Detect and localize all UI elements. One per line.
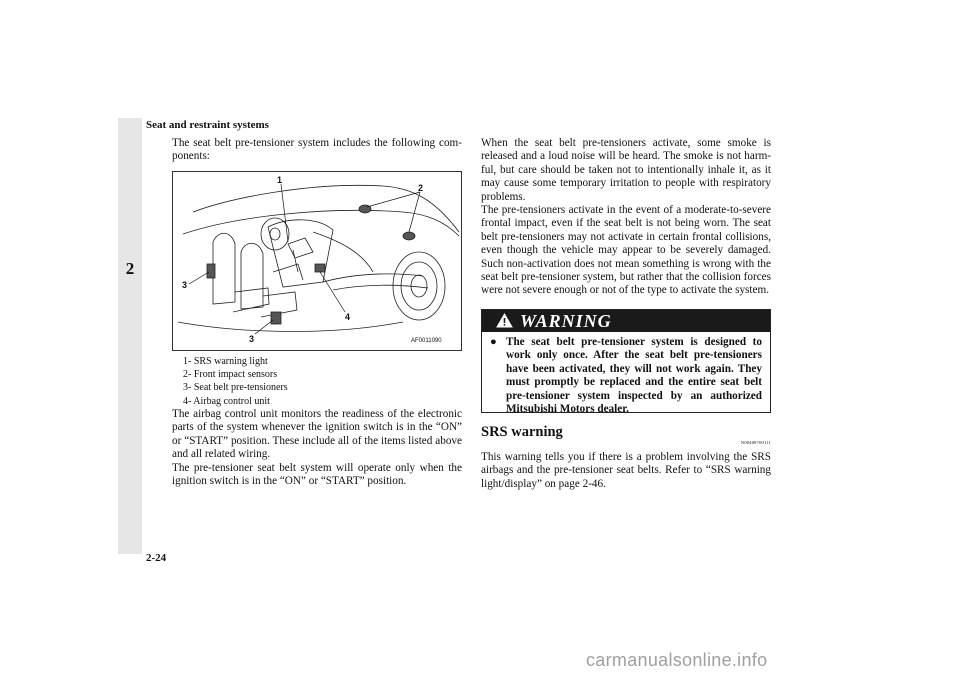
vehicle-outline-illustration bbox=[178, 185, 459, 331]
bullet-icon: ● bbox=[490, 336, 497, 348]
callout-3-left: 3 bbox=[182, 280, 188, 290]
srs-section-code: N00408700111 bbox=[740, 440, 771, 445]
callout-1: 1 bbox=[277, 175, 283, 185]
callout-3-bottom: 3 bbox=[249, 334, 255, 344]
srs-warning-paragraph: This warning tells you if there is a problem involving the SRS airbags and the pre-tensioner seat belts. Refer to “SRS warning light/display” on page 2-46. bbox=[481, 451, 771, 490]
srs-warning-heading: SRS warning bbox=[481, 424, 563, 440]
chapter-tab bbox=[118, 118, 142, 554]
readiness-paragraph: The airbag control unit monitors the readiness of the electronic parts of the system whenever the ignition switch is in the “ON” or “START” position. These include all of the items listed above and all related wiring. bbox=[172, 408, 462, 461]
component-markers bbox=[207, 205, 415, 324]
right-body-text bbox=[481, 137, 771, 298]
legend-item: 2- Front impact sensors bbox=[183, 369, 278, 381]
activation-paragraph: The pre-tensioners activate in the event of a moderate-to-severe frontal impact, even if the seat belt is not being worn. The seat belt pre-tensioners may not activate in certain frontal collisions, even though the vehicle may appear to be severely damaged. Such non-activation does not mean something is wrong with the seat belt pre-tensioner system, but rather that the collision forces were not severe enough or not of the type to activate the system. bbox=[481, 204, 771, 297]
section-title: Seat and restraint systems bbox=[146, 119, 269, 131]
left-body-text bbox=[172, 408, 462, 488]
legend-item: 1- SRS warning light bbox=[183, 356, 268, 367]
intro-paragraph: The seat belt pre-tensioner system includes the following com-ponents: bbox=[172, 137, 462, 163]
smoke-paragraph: When the seat belt pre-tensioners activate, some smoke is released and a loud noise will be heard. The smoke is not harm-ful, but care should be taken not to intentionally inhale it, as it may cause some temporary irritation to people with respiratory problems. bbox=[481, 137, 771, 203]
warning-body bbox=[490, 336, 762, 416]
legend-item: 3- Seat belt pre-tensioners bbox=[183, 382, 288, 394]
figure-code: AF0011090 bbox=[411, 338, 442, 344]
callout-leaders bbox=[189, 184, 420, 334]
legend-item: 4- Airbag control unit bbox=[183, 395, 270, 407]
operation-paragraph: The pre-tensioner seat belt system will operate only when the ignition switch is in the “ON” or “START” position. bbox=[172, 461, 462, 488]
page-number: 2-24 bbox=[146, 552, 167, 564]
pretensioner-diagram bbox=[172, 171, 462, 351]
chapter-number: 2 bbox=[125, 259, 135, 278]
callout-2: 2 bbox=[418, 183, 424, 193]
warning-text: The seat belt pre-tensioner system is designed to work only once. After the seat belt pre-tensioners have been activated, they will not work again. They must promptly be replaced and the entire seat belt pre-tensioner system inspected by an authorized Mitsubishi Motors dealer. bbox=[506, 336, 762, 416]
warning-box bbox=[481, 309, 771, 416]
warning-title: WARNING bbox=[520, 311, 612, 331]
callout-4: 4 bbox=[345, 312, 351, 322]
warning-triangle-icon bbox=[496, 313, 513, 328]
warning-header bbox=[482, 310, 770, 332]
watermark: carmanualsonline.info bbox=[586, 650, 768, 670]
figure-legend bbox=[183, 355, 288, 408]
